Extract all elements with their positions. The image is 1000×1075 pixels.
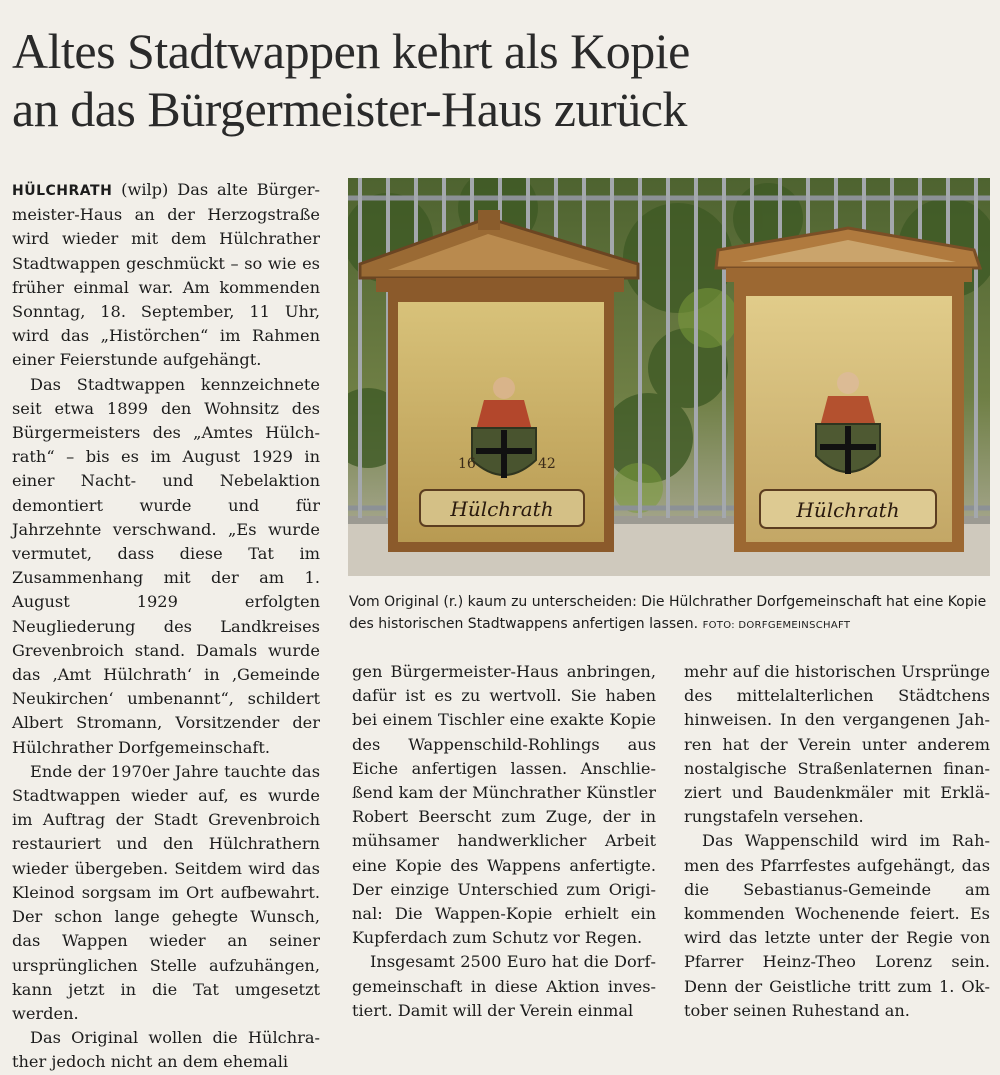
banner-text-left: Hülchrath xyxy=(450,497,554,521)
paragraph: Das Stadtwappen kennzeichnete seit etwa 1899 den Wohnsitz des Bürgermeisters des „Amtes Hülchrath“ – bis es im August 1929 in einer Nacht- und Nebelaktion demontiert wurde und für Jahrzehnte verschwand. „Es wurde vermutet, dass diese Tat im Zusammenhang mit der am 1. August 1929 erfolgten Neugliederung des Landkreises Grevenbroich stand. Damals wurde das ‚Amt Hülchrath‘ in ‚Gemeinde Neukirchen‘ umbenannt“, schildert Albert Stromann, Vorsitzender der Hülchrather Dorfgemeinschaft. xyxy=(12,374,320,757)
article-column-1 xyxy=(12,178,320,1075)
photo-illustration xyxy=(348,178,990,576)
year-left: 16 xyxy=(458,456,476,472)
paragraph: Das Original wollen die Hülchrather jedoch nicht an dem ehemali xyxy=(12,1028,320,1072)
lead-text: (wilp) Das alte Bürgermeister-Haus an der Herzogstraße wird wieder mit dem Hülchrather Stadtwappen geschmückt – so wie es früher einmal war. Am kommenden Sonntag, 18. September, 11 Uhr, wird das „Histörchen“ im Rahmen einer Feierstunde aufgehängt. xyxy=(12,180,320,370)
paragraph xyxy=(12,178,320,373)
original-coat-of-arms xyxy=(360,210,638,552)
photo-credit: FOTO: DORFGEMEINSCHAFT xyxy=(702,620,851,631)
paragraph: mehr auf die historischen Ursprünge des mittelalterlichen Städtchens hinweisen. In den vergangenen Jahren hat der Verein unter anderem nostalgische Straßenlaternen finanziert und Baudenkmäler mit Erklärungstafeln versehen. xyxy=(684,662,990,827)
article-photo xyxy=(348,178,990,576)
paragraph: gen Bürgermeister-Haus anbringen, dafür ist es zu wertvoll. Sie haben bei einem Tischler eine exakte Kopie des Wappenschild-Rohlings aus Eiche anfertigen lassen. Anschließend kam der Münchrather Künstler Robert Beerscht zum Zuge, der in mühsamer handwerklicher Arbeit eine Kopie des Wappens anfertigte. Der einzige Unterschied zum Original: Die Wappen-Kopie erhielt ein Kupferdach zum Schutz vor Regen. xyxy=(352,662,656,948)
caption-text: Vom Original (r.) kaum zu unterscheiden: Die Hülchrather Dorfgemeinschaft hat eine Kopie des historischen Stadtwappens anfertigen lassen. xyxy=(349,594,987,632)
headline xyxy=(12,22,992,138)
paragraph: Insgesamt 2500 Euro hat die Dorfgemeinschaft in diese Aktion investiert. Damit will der Verein einmal xyxy=(352,952,656,1020)
banner-text-right: Hülchrath xyxy=(796,498,900,522)
paragraph: Das Wappenschild wird im Rahmen des Pfarrfestes aufgehängt, das die Sebastianus-Gemeinde am kommenden Wochenende feiert. Es wird das letzte unter der Regie von Pfarrer Heinz-Theo Lorenz sein. Denn der Geistliche tritt zum 1. Oktober seinen Ruhestand an. xyxy=(684,831,990,1020)
year-right: 42 xyxy=(538,456,556,472)
copy-coat-of-arms xyxy=(716,228,980,552)
headline-line-1: Altes Stadtwappen kehrt als Kopie xyxy=(12,23,690,79)
photo-caption xyxy=(349,591,991,637)
paragraph: Ende der 1970er Jahre tauchte das Stadtwappen wieder auf, es wurde im Auftrag der Stadt Grevenbroich restauriert und den Hülchrathern wieder übergeben. Seitdem wird das Kleinod sorgsam im Ort aufbewahrt. Der schon lange gehegte Wunsch, das Wappen wieder an seiner ursprünglichen Stelle aufzuhängen, kann jetzt in die Tat umgesetzt werden. xyxy=(12,761,320,1023)
headline-line-2: an das Bürgermeister-Haus zurück xyxy=(12,81,687,137)
dateline: HÜLCHRATH xyxy=(12,183,113,199)
article-column-2 xyxy=(352,660,656,1023)
article-column-3 xyxy=(684,660,990,1023)
